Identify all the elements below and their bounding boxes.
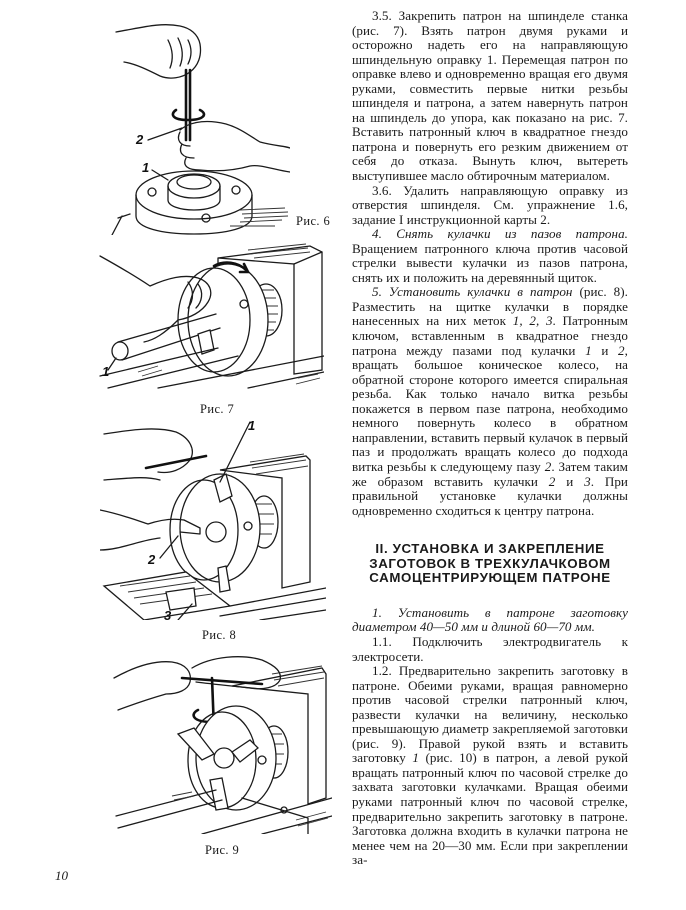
paragraph-5-text: . Патронным ключом, вставленным в квадратное гнездо патрона между пазами под кулачки: [352, 313, 628, 358]
conjunction: и: [566, 473, 574, 489]
paragraph-4-body: Вращением патронного ключа против часовой стрелки вывести кулачки из пазов патрона, снять их и положить на деревянный щиток.: [352, 240, 628, 285]
jaw-mark: 1: [585, 342, 592, 358]
callout-1: 1: [248, 420, 256, 433]
paragraph-5-title: 5. Установить кулачки в патрон: [372, 284, 573, 300]
callout-1: 1: [142, 160, 150, 175]
figure-8: [100, 420, 326, 620]
figure-9-drawing: [112, 648, 332, 834]
paragraph-4-title: 4. Снять кулачки из пазов патрона.: [372, 226, 628, 242]
page-number: 10: [55, 868, 68, 883]
paragraph-5-text: , вращать большое коническое колесо, на обратной стороне которого имеется спиральная резьба. Как только начало витка резьбы покажется в первом пазе патрона, необходимо немного повернуть колесо в обратном направлении, вставить первый кулачок в первый паз и продолжать вращать колесо до подхода витка резьбы к следующему пазу: [352, 342, 628, 474]
figure-6-drawing: [110, 20, 290, 235]
paragraph-3-5: 3.5. Закрепить патрон на шпинделе станка (рис. 7). Взять патрон двумя руками и осторожно надеть его на направляющую шпиндельную оправку 1. Перемещая патрон по оправке влево и одновременно вращая его двумя руками, совместить первые нитки резьбы шпинделя и патрона, а затем навернуть патрон на шпиндель до упора, как показано на рис. 7. Вставить патронный ключ в квадратное гнездо патрона и повернуть его резким движением от себя до отказа. Вынуть ключ, вытереть выступившее масло обтирочным материалом.: [352, 8, 628, 184]
callout-3: 3: [164, 608, 172, 620]
paragraph-4: [352, 227, 628, 285]
jaw-marks: 1, 2, 3: [512, 313, 553, 329]
callout-1: 1: [102, 364, 110, 379]
figure-6: [110, 20, 290, 235]
paragraph-3-6: 3.6. Удалить направляющую оправку из отверстия шпинделя. См. упражнение 1.6, задание I инструкционной карты 2.: [352, 182, 628, 227]
figure-9: [112, 648, 332, 834]
paragraph-5-text: . При правильной установке кулачки должны одновременно сходиться к центру патрона.: [352, 473, 628, 518]
step-1-1: 1.1. Подключить электродвигатель к электросети.: [352, 634, 628, 664]
task-1-title: 1. Установить в патроне заготовку диаметром 40—50 мм и длиной 60—70 мм.: [352, 604, 628, 635]
section-heading-line: САМОЦЕНТРИРУЮЩЕМ ПАТРОНЕ: [369, 570, 611, 586]
figure-9-caption: Рис. 9: [205, 843, 240, 857]
callout-2: 2: [136, 132, 144, 147]
paragraph-5-text: . Затем таким же образом вставить кулачки: [352, 458, 629, 489]
figure-7-caption: Рис. 7: [200, 402, 235, 416]
jaw-mark: 2: [618, 342, 625, 358]
figure-8-drawing: [100, 420, 326, 620]
jaw-mark: 2: [548, 473, 556, 489]
section-heading-line: II. УСТАНОВКА И ЗАКРЕПЛЕНИЕ: [375, 541, 605, 557]
conjunction: и: [601, 342, 609, 358]
callout-2: 2: [148, 552, 156, 567]
figure-8-caption: Рис. 8: [202, 628, 237, 642]
jaw-mark: 3: [584, 473, 591, 489]
section-heading: [352, 542, 628, 586]
figure-7: [98, 238, 324, 390]
task-1: [352, 606, 628, 635]
figure-6-caption: Рис. 6: [296, 214, 331, 228]
step-1-2: [352, 664, 628, 868]
paragraph-5: [352, 285, 628, 518]
figure-7-drawing: [98, 238, 324, 390]
text-column: [352, 9, 628, 868]
step-1-2-text: (рис. 10) в патрон, а левой рукой вращать патронный ключ по часовой стрелке до захвата заготовки кулачками. Вращая обеими руками патронный ключ по часовой стрелке, предварительно закрепить заготовку в патроне. Заготовка должна входить в кулачки патрона не менее чем на 20—30 мм. Если при закреплении за-: [352, 750, 629, 868]
step-1-2-text: 1.2. Предварительно закрепить заготовку в патроне. Обеими руками, вращая равномерно против часовой стрелки патронный ключ, развести кулачки на величину, несколько превышающую диаметр закрепляемой заготовки (рис. 9). Правой рукой взять и вставить заготовку: [352, 663, 628, 766]
section-heading-line: ЗАГОТОВОК В ТРЕХКУЛАЧКОВОМ: [369, 555, 611, 571]
figure-reference: (рис. 8).: [579, 284, 629, 300]
jaw-mark: 2: [544, 458, 552, 474]
workpiece-mark: 1: [412, 750, 419, 766]
paragraph-5-text: Разместить на щитке кулачки в порядке нанесенных на них меток: [352, 298, 628, 329]
